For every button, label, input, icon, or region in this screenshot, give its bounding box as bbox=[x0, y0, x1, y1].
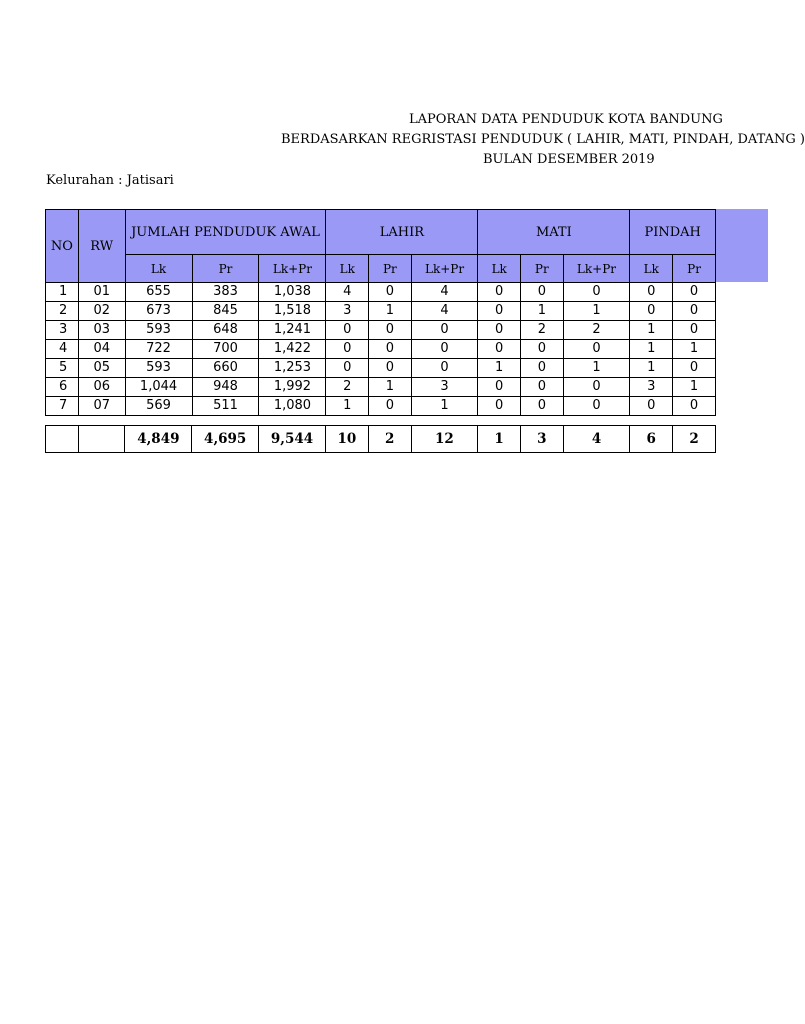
cell-awal-lk: 673 bbox=[125, 302, 192, 321]
cell-mati-lk: 0 bbox=[478, 302, 521, 321]
cell-rw: 07 bbox=[78, 397, 125, 416]
total-mati-pr: 3 bbox=[520, 426, 563, 453]
cell-pindah-pr: 1 bbox=[673, 340, 716, 359]
cell-mati-lkpr: 0 bbox=[563, 397, 630, 416]
cell-mati-lkpr: 1 bbox=[563, 302, 630, 321]
cell-awal-lk: 593 bbox=[125, 321, 192, 340]
cell-awal-lk: 593 bbox=[125, 359, 192, 378]
cell-no: 3 bbox=[46, 321, 79, 340]
cell-awal-lk: 1,044 bbox=[125, 378, 192, 397]
lahir-lkpr-header: Lk+Pr bbox=[411, 255, 478, 283]
cell-rw: 03 bbox=[78, 321, 125, 340]
report-title: LAPORAN DATA PENDUDUK KOTA BANDUNG bbox=[409, 112, 723, 127]
cell-lahir-lk: 1 bbox=[326, 397, 369, 416]
cell-lahir-lkpr: 4 bbox=[411, 302, 478, 321]
cell-awal-pr: 648 bbox=[192, 321, 259, 340]
total-pindah-lk: 6 bbox=[630, 426, 673, 453]
report-period: BULAN DESEMBER 2019 bbox=[483, 152, 655, 167]
cell-awal-pr: 948 bbox=[192, 378, 259, 397]
table-row bbox=[46, 340, 716, 359]
cell-awal-lkpr: 1,518 bbox=[259, 302, 326, 321]
cell-lahir-lkpr: 4 bbox=[411, 283, 478, 302]
table-row bbox=[46, 283, 716, 302]
lahir-pr-header: Pr bbox=[369, 255, 412, 283]
cell-no: 7 bbox=[46, 397, 79, 416]
cell-pindah-lk: 3 bbox=[630, 378, 673, 397]
report-subtitle: BERDASARKAN REGRISTASI PENDUDUK ( LAHIR, MATI, PINDAH, DATANG ) bbox=[281, 132, 805, 147]
table-row bbox=[46, 321, 716, 340]
cell-awal-pr: 660 bbox=[192, 359, 259, 378]
cell-awal-lk: 722 bbox=[125, 340, 192, 359]
table-row bbox=[46, 359, 716, 378]
cell-mati-pr: 1 bbox=[521, 302, 564, 321]
cell-pindah-pr: 0 bbox=[673, 302, 716, 321]
cell-pindah-pr: 0 bbox=[673, 321, 716, 340]
cell-no: 6 bbox=[46, 378, 79, 397]
cell-pindah-lk: 1 bbox=[630, 359, 673, 378]
cell-pindah-lk: 0 bbox=[630, 302, 673, 321]
kelurahan-label: Kelurahan : Jatisari bbox=[46, 173, 174, 188]
group-lahir-header: LAHIR bbox=[326, 210, 478, 255]
mati-lk-header: Lk bbox=[478, 255, 521, 283]
cell-awal-lkpr: 1,253 bbox=[259, 359, 326, 378]
cell-lahir-lk: 0 bbox=[326, 321, 369, 340]
total-lahir-lk: 10 bbox=[325, 426, 368, 453]
cell-mati-pr: 0 bbox=[521, 359, 564, 378]
cell-pindah-pr: 0 bbox=[673, 397, 716, 416]
cell-awal-lkpr: 1,038 bbox=[259, 283, 326, 302]
cell-lahir-pr: 0 bbox=[369, 283, 412, 302]
header-row-sub bbox=[46, 255, 716, 283]
cell-lahir-lkpr: 1 bbox=[411, 397, 478, 416]
totals-table bbox=[45, 425, 716, 453]
pindah-lk-header: Lk bbox=[630, 255, 673, 283]
cell-awal-lkpr: 1,422 bbox=[259, 340, 326, 359]
cell-mati-lk: 0 bbox=[478, 321, 521, 340]
offscreen-header-extension bbox=[716, 209, 768, 282]
cell-awal-pr: 845 bbox=[192, 302, 259, 321]
total-mati-lkpr: 4 bbox=[563, 426, 630, 453]
total-no bbox=[46, 426, 79, 453]
cell-lahir-lk: 3 bbox=[326, 302, 369, 321]
population-table bbox=[45, 209, 716, 416]
cell-rw: 04 bbox=[78, 340, 125, 359]
cell-no: 4 bbox=[46, 340, 79, 359]
awal-pr-header: Pr bbox=[192, 255, 259, 283]
total-rw bbox=[78, 426, 125, 453]
cell-mati-lk: 1 bbox=[478, 359, 521, 378]
col-rw-header: RW bbox=[78, 210, 125, 283]
pindah-pr-header: Pr bbox=[673, 255, 716, 283]
cell-lahir-lkpr: 0 bbox=[411, 340, 478, 359]
total-mati-lk: 1 bbox=[478, 426, 521, 453]
cell-mati-lk: 0 bbox=[478, 378, 521, 397]
cell-mati-lk: 0 bbox=[478, 283, 521, 302]
cell-mati-lkpr: 2 bbox=[563, 321, 630, 340]
cell-mati-lkpr: 1 bbox=[563, 359, 630, 378]
lahir-lk-header: Lk bbox=[326, 255, 369, 283]
awal-lkpr-header: Lk+Pr bbox=[259, 255, 326, 283]
cell-lahir-pr: 0 bbox=[369, 397, 412, 416]
total-awal-lk: 4,849 bbox=[125, 426, 192, 453]
cell-mati-lk: 0 bbox=[478, 397, 521, 416]
cell-no: 2 bbox=[46, 302, 79, 321]
group-awal-header: JUMLAH PENDUDUK AWAL bbox=[125, 210, 326, 255]
cell-awal-lk: 569 bbox=[125, 397, 192, 416]
cell-pindah-lk: 0 bbox=[630, 397, 673, 416]
cell-lahir-pr: 0 bbox=[369, 321, 412, 340]
cell-pindah-pr: 0 bbox=[673, 283, 716, 302]
cell-mati-pr: 0 bbox=[521, 340, 564, 359]
cell-pindah-lk: 0 bbox=[630, 283, 673, 302]
cell-lahir-pr: 1 bbox=[369, 378, 412, 397]
cell-awal-pr: 383 bbox=[192, 283, 259, 302]
cell-lahir-pr: 0 bbox=[369, 359, 412, 378]
cell-mati-lk: 0 bbox=[478, 340, 521, 359]
cell-mati-pr: 0 bbox=[521, 283, 564, 302]
group-mati-header: MATI bbox=[478, 210, 630, 255]
cell-pindah-lk: 1 bbox=[630, 340, 673, 359]
cell-lahir-lkpr: 0 bbox=[411, 359, 478, 378]
table-row bbox=[46, 397, 716, 416]
header-row-main bbox=[46, 210, 716, 255]
cell-lahir-lk: 4 bbox=[326, 283, 369, 302]
cell-lahir-lk: 0 bbox=[326, 359, 369, 378]
cell-rw: 02 bbox=[78, 302, 125, 321]
cell-lahir-lk: 2 bbox=[326, 378, 369, 397]
table-row bbox=[46, 302, 716, 321]
mati-lkpr-header: Lk+Pr bbox=[563, 255, 630, 283]
cell-mati-lkpr: 0 bbox=[563, 340, 630, 359]
cell-lahir-pr: 0 bbox=[369, 340, 412, 359]
cell-rw: 01 bbox=[78, 283, 125, 302]
awal-lk-header: Lk bbox=[125, 255, 192, 283]
cell-rw: 05 bbox=[78, 359, 125, 378]
cell-pindah-lk: 1 bbox=[630, 321, 673, 340]
cell-lahir-lkpr: 0 bbox=[411, 321, 478, 340]
cell-awal-lkpr: 1,241 bbox=[259, 321, 326, 340]
cell-lahir-lkpr: 3 bbox=[411, 378, 478, 397]
cell-awal-pr: 700 bbox=[192, 340, 259, 359]
cell-awal-lk: 655 bbox=[125, 283, 192, 302]
total-lahir-lkpr: 12 bbox=[411, 426, 478, 453]
cell-mati-pr: 0 bbox=[521, 397, 564, 416]
table-row bbox=[46, 378, 716, 397]
cell-mati-pr: 0 bbox=[521, 378, 564, 397]
cell-no: 5 bbox=[46, 359, 79, 378]
totals-row bbox=[46, 426, 716, 453]
cell-rw: 06 bbox=[78, 378, 125, 397]
total-awal-lkpr: 9,544 bbox=[259, 426, 326, 453]
total-lahir-pr: 2 bbox=[368, 426, 411, 453]
cell-lahir-lk: 0 bbox=[326, 340, 369, 359]
mati-pr-header: Pr bbox=[521, 255, 564, 283]
group-pindah-header: PINDAH bbox=[630, 210, 716, 255]
col-no-header: NO bbox=[46, 210, 79, 283]
total-pindah-pr: 2 bbox=[673, 426, 716, 453]
cell-mati-lkpr: 0 bbox=[563, 283, 630, 302]
total-awal-pr: 4,695 bbox=[192, 426, 259, 453]
cell-pindah-pr: 0 bbox=[673, 359, 716, 378]
cell-awal-lkpr: 1,080 bbox=[259, 397, 326, 416]
cell-mati-pr: 2 bbox=[521, 321, 564, 340]
cell-lahir-pr: 1 bbox=[369, 302, 412, 321]
cell-pindah-pr: 1 bbox=[673, 378, 716, 397]
cell-awal-lkpr: 1,992 bbox=[259, 378, 326, 397]
cell-awal-pr: 511 bbox=[192, 397, 259, 416]
cell-mati-lkpr: 0 bbox=[563, 378, 630, 397]
cell-no: 1 bbox=[46, 283, 79, 302]
